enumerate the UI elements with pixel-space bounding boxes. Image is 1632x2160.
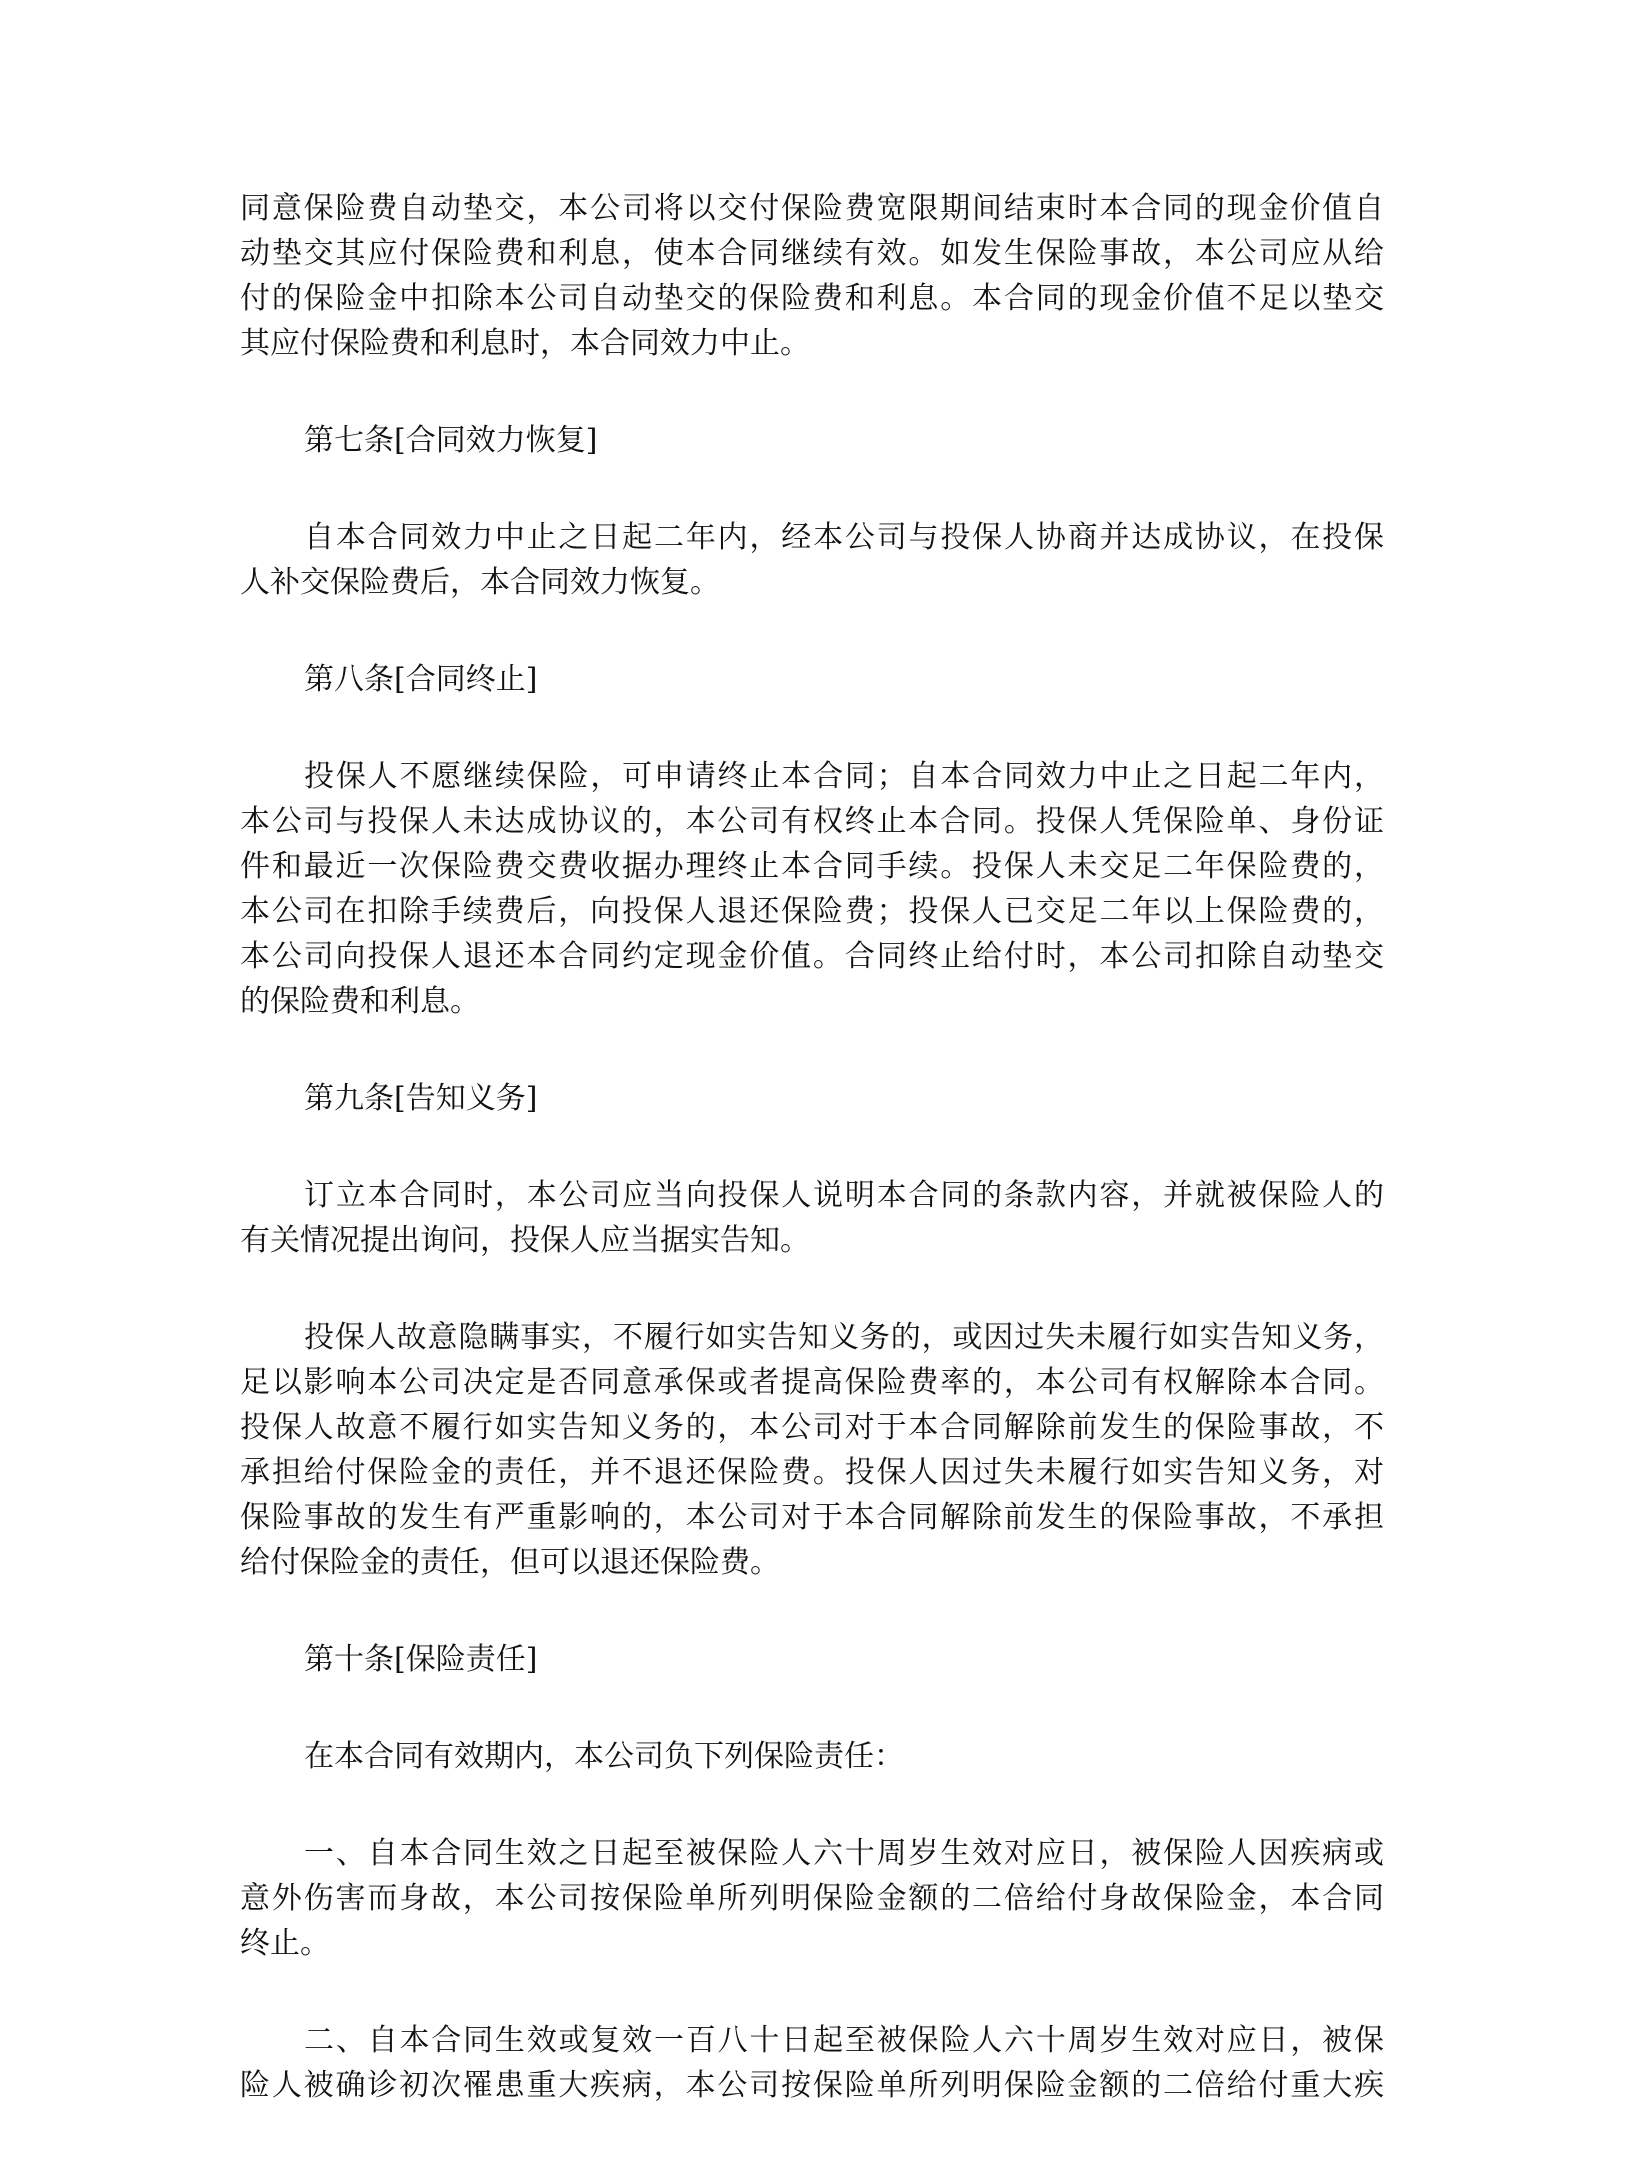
text-line: 险人被确诊初次罹患重大疾病，本公司按保险单所列明保险金额的二倍给付重大疾 xyxy=(240,2068,1384,2103)
paragraph xyxy=(240,1831,1384,1966)
text-line: 投保人故意不履行如实告知义务的，本公司对于本合同解除前发生的保险事故，不 xyxy=(240,1410,1384,1445)
text-line: 付的保险金中扣除本公司自动垫交的保险费和利息。本合同的现金价值不足以垫交 xyxy=(240,281,1384,316)
text-line: 在本合同有效期内，本公司负下列保险责任： xyxy=(304,1739,904,1774)
paragraph xyxy=(240,186,1384,366)
section-heading: 第十条[保险责任] xyxy=(304,1642,538,1677)
text-line: 的保险费和利息。 xyxy=(240,984,480,1019)
text-line: 投保人不愿继续保险，可申请终止本合同；自本合同效力中止之日起二年内， xyxy=(304,759,1384,794)
paragraph xyxy=(240,515,1384,605)
text-line: 本公司在扣除手续费后，向投保人退还保险费；投保人已交足二年以上保险费的， xyxy=(240,894,1384,929)
section-heading: 第七条[合同效力恢复] xyxy=(304,423,598,458)
paragraph xyxy=(240,1315,1384,1585)
section-heading: 第九条[告知义务] xyxy=(304,1081,538,1116)
text-line: 意外伤害而身故，本公司按保险单所列明保险金额的二倍给付身故保险金，本合同 xyxy=(240,1881,1384,1916)
text-line: 终止。 xyxy=(240,1926,330,1961)
text-line: 自本合同效力中止之日起二年内，经本公司与投保人协商并达成协议，在投保 xyxy=(304,520,1384,555)
text-line: 动垫交其应付保险费和利息，使本合同继续有效。如发生保险事故，本公司应从给 xyxy=(240,236,1384,271)
text-line: 给付保险金的责任，但可以退还保险费。 xyxy=(240,1545,780,1580)
text-line: 保险事故的发生有严重影响的，本公司对于本合同解除前发生的保险事故，不承担 xyxy=(240,1500,1384,1535)
text-line: 有关情况提出询问，投保人应当据实告知。 xyxy=(240,1223,810,1258)
text-line: 件和最近一次保险费交费收据办理终止本合同手续。投保人未交足二年保险费的， xyxy=(240,849,1384,884)
text-line: 其应付保险费和利息时，本合同效力中止。 xyxy=(240,326,810,361)
text-line: 足以影响本公司决定是否同意承保或者提高保险费率的，本公司有权解除本合同。 xyxy=(240,1365,1384,1400)
text-line: 承担给付保险金的责任，并不退还保险费。投保人因过失未履行如实告知义务，对 xyxy=(240,1455,1384,1490)
text-line: 人补交保险费后，本合同效力恢复。 xyxy=(240,565,720,600)
text-line: 一、自本合同生效之日起至被保险人六十周岁生效对应日，被保险人因疾病或 xyxy=(304,1836,1384,1871)
paragraph xyxy=(240,1173,1384,1263)
text-line: 同意保险费自动垫交，本公司将以交付保险费宽限期间结束时本合同的现金价值自 xyxy=(240,191,1384,226)
paragraph xyxy=(240,754,1384,1024)
section-heading: 第八条[合同终止] xyxy=(304,662,538,697)
text-line: 二、自本合同生效或复效一百八十日起至被保险人六十周岁生效对应日，被保 xyxy=(304,2023,1384,2058)
document-page xyxy=(240,186,1384,2160)
paragraph xyxy=(240,2018,1384,2108)
text-line: 投保人故意隐瞒事实，不履行如实告知义务的，或因过失未履行如实告知义务， xyxy=(304,1320,1384,1355)
text-line: 订立本合同时，本公司应当向投保人说明本合同的条款内容，并就被保险人的 xyxy=(304,1178,1384,1213)
text-line: 本公司向投保人退还本合同约定现金价值。合同终止给付时，本公司扣除自动垫交 xyxy=(240,939,1384,974)
text-line: 本公司与投保人未达成协议的，本公司有权终止本合同。投保人凭保险单、身份证 xyxy=(240,804,1384,839)
paragraph xyxy=(240,1734,1384,1779)
